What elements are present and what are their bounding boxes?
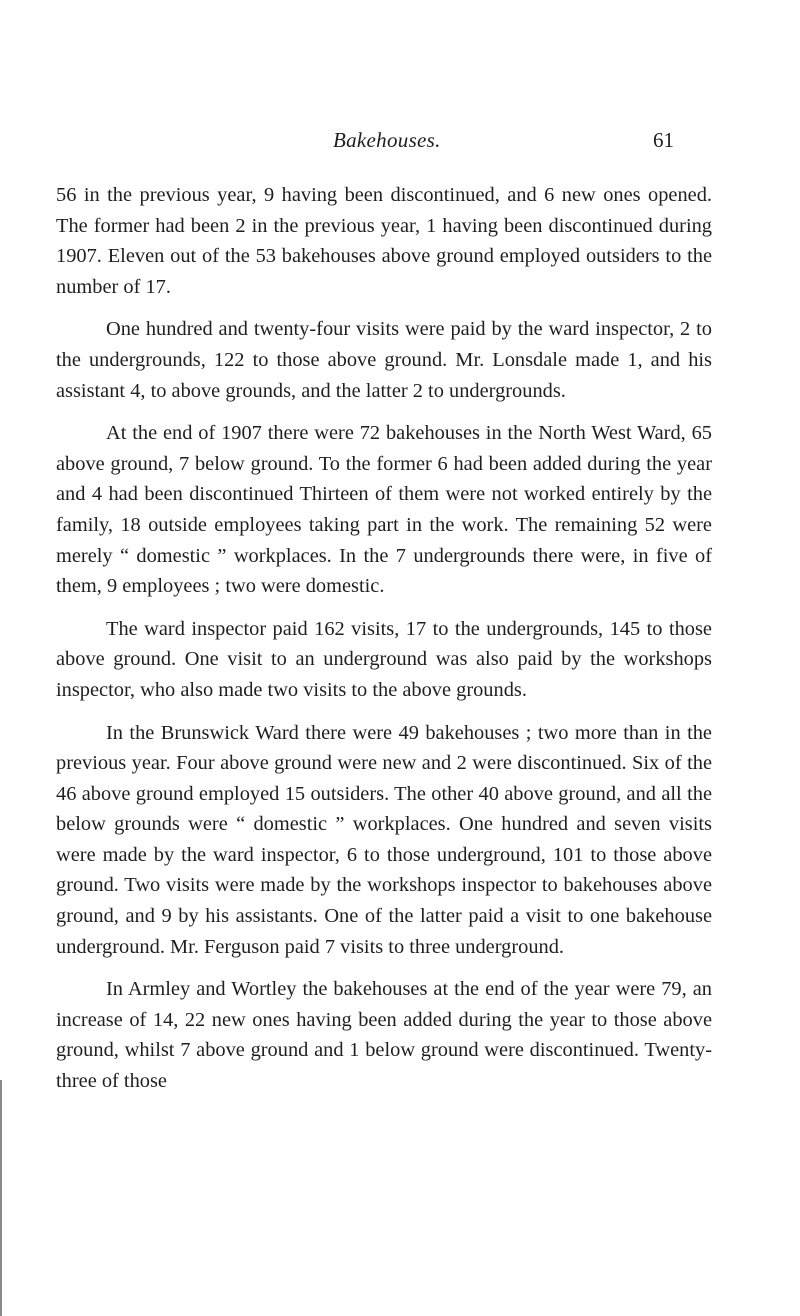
paragraph: 56 in the previous year, 9 having been discontinued, and 6 new ones opened. The former had been 2 in the previous year, 1 having been discontinued during 1907. Eleven out of the 53 bakehouses above ground employed outsiders to the number of 17. — [56, 184, 712, 298]
page-edge-shadow — [0, 1080, 2, 1316]
running-title: Bakehouses. — [333, 128, 441, 152]
body-text — [56, 180, 712, 1109]
paragraph: In Armley and Wortley the bakehouses at the end of the year were 79, an increase of 14, 22 new ones having been added during the year to those above ground, whilst 7 above ground and 1 below ground were discontinued. Twenty-three of those — [56, 978, 712, 1093]
paragraph: In the Brunswick Ward there were 49 bakehouses ; two more than in the previous year. Four above ground were new and 2 were discontinued. Six of the 46 above ground employed 15 outsiders. The other 40 above ground, and all the below grounds were “ domestic ” workplaces. One hundred and seven visits were made by the ward inspector, 6 to those underground, 101 to those above ground. Two visits were made by the workshops inspector to bakehouses above ground, and 9 by his assistants. One of the latter paid a visit to one bakehouse underground. Mr. Ferguson paid 7 visits to three underground. — [56, 721, 712, 958]
paragraph: At the end of 1907 there were 72 bakehouses in the North West Ward, 65 above ground, 7 below ground. To the former 6 had been added during the year and 4 had been discontinued Thirteen of them were not worked entirely by the family, 18 outside employees taking part in the work. The remaining 52 were merely “ domestic ” workplaces. In the 7 undergrounds there were, in five of them, 9 employees ; two were domestic. — [56, 422, 712, 598]
page-number: 61 — [653, 128, 674, 152]
paragraph: One hundred and twenty-four visits were paid by the ward inspector, 2 to the undergrounds, 122 to those above ground. Mr. Lonsdale made 1, and his assistant 4, to above grounds, and the latter 2 to undergrounds. — [56, 318, 712, 402]
page-header — [0, 128, 800, 158]
paragraph: The ward inspector paid 162 visits, 17 to the undergrounds, 145 to those above ground. One visit to an underground was also paid by the workshops inspector, who also made two visits to the above grounds. — [56, 617, 712, 701]
